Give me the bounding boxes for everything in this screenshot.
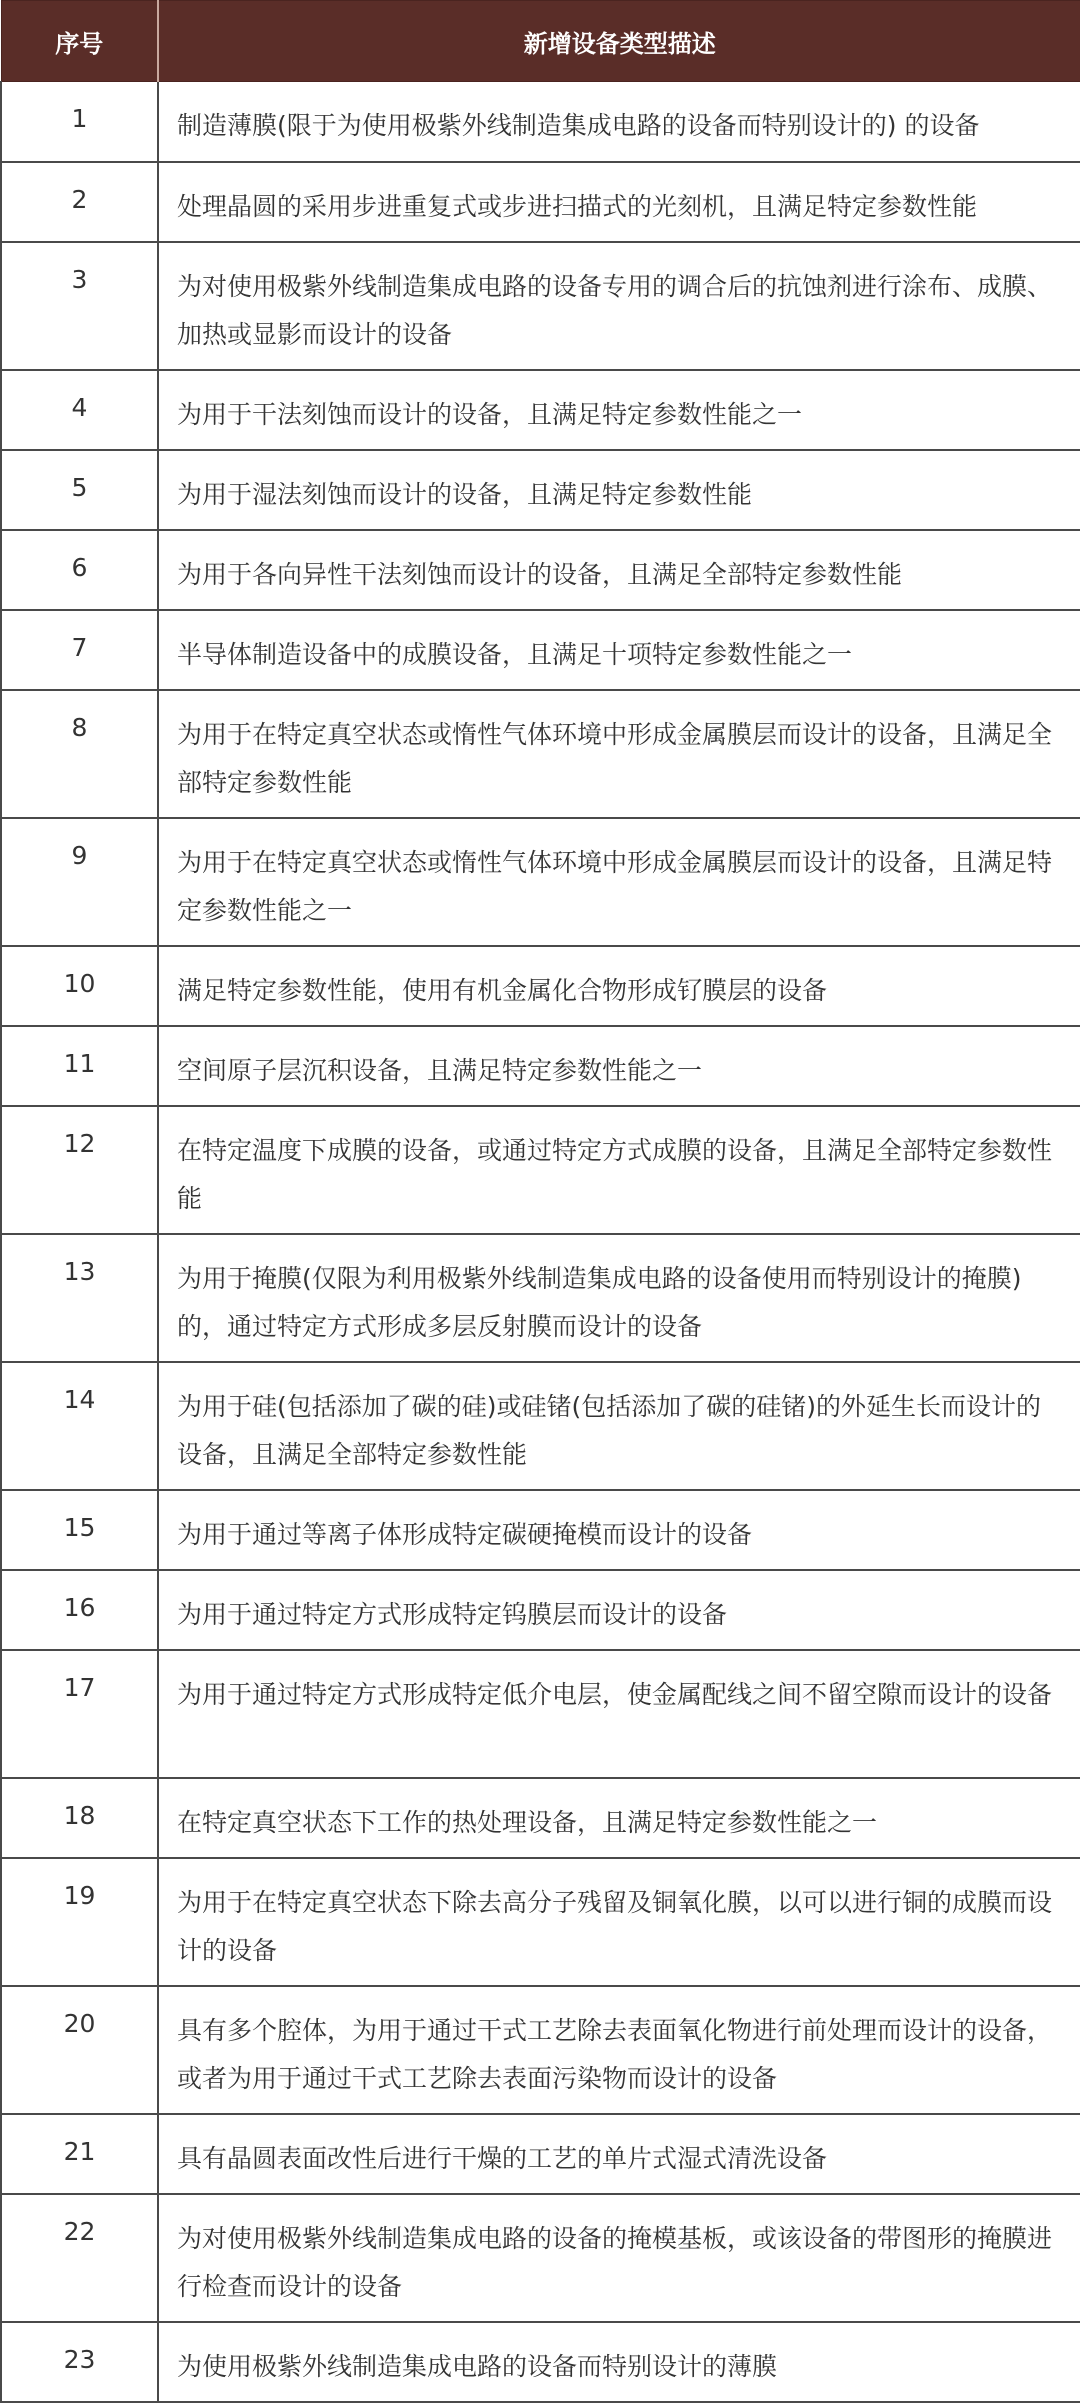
row-number: 18 (1, 1778, 158, 1858)
row-description: 为对使用极紫外线制造集成电路的设备专用的调合后的抗蚀剂进行涂布、成膜、加热或显影而设计的设备 (158, 242, 1080, 370)
row-number: 19 (1, 1858, 158, 1986)
table-row (1, 1570, 1080, 1650)
row-number: 16 (1, 1570, 158, 1650)
table-row (1, 1986, 1080, 2114)
header-description: 新增设备类型描述 (158, 1, 1080, 82)
row-description: 为用于在特定真空状态下除去高分子残留及铜氧化膜，以可以进行铜的成膜而设计的设备 (158, 1858, 1080, 1986)
table-row (1, 1778, 1080, 1858)
table-row (1, 1106, 1080, 1234)
row-description: 为用于掩膜(仅限为利用极紫外线制造集成电路的设备使用而特别设计的掩膜)的，通过特定方式形成多层反射膜而设计的设备 (158, 1234, 1080, 1362)
row-description: 在特定真空状态下工作的热处理设备，且满足特定参数性能之一 (158, 1778, 1080, 1858)
table-row (1, 1026, 1080, 1106)
table-row (1, 1650, 1080, 1778)
row-description: 具有晶圆表面改性后进行干燥的工艺的单片式湿式清洗设备 (158, 2114, 1080, 2194)
row-description: 为使用极紫外线制造集成电路的设备而特别设计的薄膜 (158, 2322, 1080, 2402)
row-number: 11 (1, 1026, 158, 1106)
table-row (1, 1490, 1080, 1570)
table-row (1, 162, 1080, 242)
row-description: 为用于在特定真空状态或惰性气体环境中形成金属膜层而设计的设备，且满足全部特定参数性能 (158, 690, 1080, 818)
table-body (1, 82, 1080, 2402)
row-number: 13 (1, 1234, 158, 1362)
row-description: 空间原子层沉积设备，且满足特定参数性能之一 (158, 1026, 1080, 1106)
table-row (1, 450, 1080, 530)
table-header (1, 1, 1080, 82)
row-number: 15 (1, 1490, 158, 1570)
row-description: 为用于各向异性干法刻蚀而设计的设备，且满足全部特定参数性能 (158, 530, 1080, 610)
table-row (1, 370, 1080, 450)
row-description: 为用于硅(包括添加了碳的硅)或硅锗(包括添加了碳的硅锗)的外延生长而设计的设备，且满足全部特定参数性能 (158, 1362, 1080, 1490)
row-number: 2 (1, 162, 158, 242)
row-number: 23 (1, 2322, 158, 2402)
table-row (1, 610, 1080, 690)
table-row (1, 82, 1080, 162)
table-row (1, 946, 1080, 1026)
row-description: 为用于湿法刻蚀而设计的设备，且满足特定参数性能 (158, 450, 1080, 530)
table-row (1, 818, 1080, 946)
row-description: 制造薄膜(限于为使用极紫外线制造集成电路的设备而特别设计的) 的设备 (158, 82, 1080, 162)
row-description: 半导体制造设备中的成膜设备，且满足十项特定参数性能之一 (158, 610, 1080, 690)
row-description: 为用于通过等离子体形成特定碳硬掩模而设计的设备 (158, 1490, 1080, 1570)
row-description: 为用于在特定真空状态或惰性气体环境中形成金属膜层而设计的设备，且满足特定参数性能之一 (158, 818, 1080, 946)
row-number: 22 (1, 2194, 158, 2322)
row-description: 为用于通过特定方式形成特定钨膜层而设计的设备 (158, 1570, 1080, 1650)
table-row (1, 2114, 1080, 2194)
row-number: 21 (1, 2114, 158, 2194)
row-number: 4 (1, 370, 158, 450)
row-number: 14 (1, 1362, 158, 1490)
table-row (1, 690, 1080, 818)
row-description: 在特定温度下成膜的设备，或通过特定方式成膜的设备，且满足全部特定参数性能 (158, 1106, 1080, 1234)
table-row (1, 1858, 1080, 1986)
table-row (1, 1362, 1080, 1490)
row-number: 1 (1, 82, 158, 162)
row-number: 3 (1, 242, 158, 370)
table-row (1, 2194, 1080, 2322)
row-description: 为用于干法刻蚀而设计的设备，且满足特定参数性能之一 (158, 370, 1080, 450)
table-row (1, 530, 1080, 610)
table-row (1, 242, 1080, 370)
row-description: 为用于通过特定方式形成特定低介电层，使金属配线之间不留空隙而设计的设备 (158, 1650, 1080, 1778)
table-row (1, 2322, 1080, 2402)
row-number: 9 (1, 818, 158, 946)
row-number: 7 (1, 610, 158, 690)
row-description: 为对使用极紫外线制造集成电路的设备的掩模基板，或该设备的带图形的掩膜进行检查而设计的设备 (158, 2194, 1080, 2322)
table-row (1, 1234, 1080, 1362)
header-row (1, 1, 1080, 82)
row-description: 满足特定参数性能，使用有机金属化合物形成钌膜层的设备 (158, 946, 1080, 1026)
row-description: 处理晶圆的采用步进重复式或步进扫描式的光刻机，且满足特定参数性能 (158, 162, 1080, 242)
row-number: 12 (1, 1106, 158, 1234)
row-number: 8 (1, 690, 158, 818)
row-number: 5 (1, 450, 158, 530)
row-number: 6 (1, 530, 158, 610)
header-number: 序号 (1, 1, 158, 82)
row-description: 具有多个腔体，为用于通过干式工艺除去表面氧化物进行前处理而设计的设备，或者为用于通过干式工艺除去表面污染物而设计的设备 (158, 1986, 1080, 2114)
row-number: 17 (1, 1650, 158, 1778)
row-number: 10 (1, 946, 158, 1026)
row-number: 20 (1, 1986, 158, 2114)
